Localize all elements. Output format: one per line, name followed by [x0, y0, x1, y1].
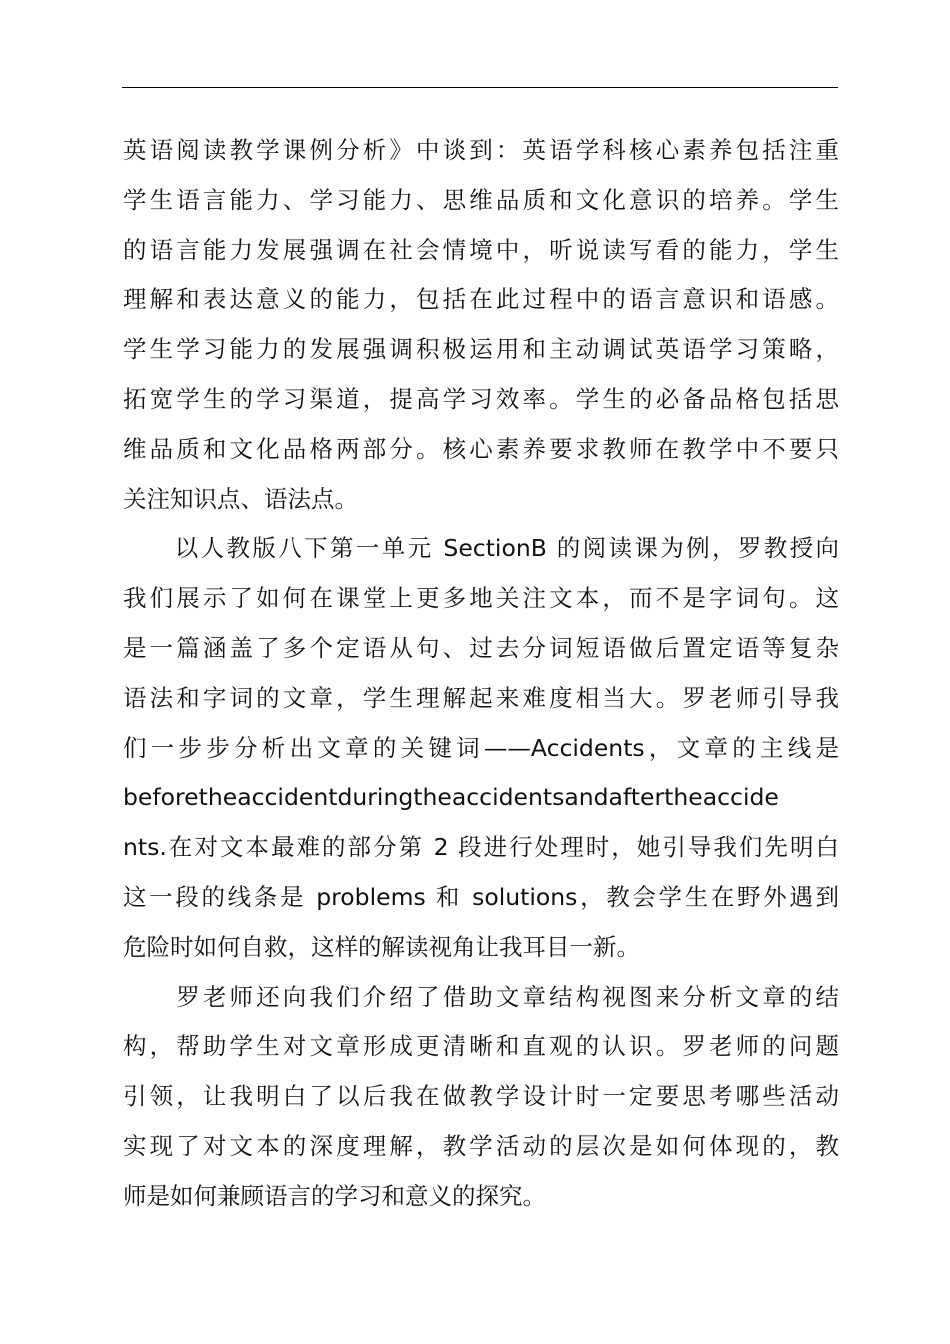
text-line: 师是如何兼顾语言的学习和意义的探究。 [123, 1181, 546, 1210]
text-line: 维品质和文化品格两部分。核心素养要求教师在教学中不要只 [123, 434, 839, 463]
text-line: 引领，让我明白了以后我在做教学设计时一定要思考哪些活动 [123, 1082, 839, 1111]
text-line: nts.在对文本最难的部分第 2 段进行处理时，她引导我们先明白 [123, 833, 839, 862]
text-line: beforetheaccidentduringtheaccidentsandaftertheaccide [123, 783, 779, 812]
paragraph-2 [123, 524, 839, 972]
text-line: 以人教版八下第一单元 SectionB 的阅读课为例，罗教授向 [123, 534, 839, 563]
text-line: 理解和表达意义的能力，包括在此过程中的语言意识和语感。 [123, 285, 839, 314]
header-rule [122, 87, 838, 88]
text-line: 的语言能力发展强调在社会情境中，听说读写看的能力，学生 [123, 235, 839, 264]
text-line: 是一篇涵盖了多个定语从句、过去分词短语做后置定语等复杂 [123, 633, 839, 662]
text-line: 们一步步分析出文章的关键词——Accidents，文章的主线是 [123, 733, 839, 762]
text-line: 我们展示了如何在课堂上更多地关注文本，而不是字词句。这 [123, 584, 839, 613]
text-line: 拓宽学生的学习渠道，提高学习效率。学生的必备品格包括思 [123, 384, 839, 413]
paragraph-1 [123, 126, 839, 524]
text-line: 学生学习能力的发展强调积极运用和主动调试英语学习策略， [123, 335, 839, 364]
text-line: 实现了对文本的深度理解，教学活动的层次是如何体现的，教 [123, 1131, 839, 1160]
text-line: 语法和字词的文章，学生理解起来难度相当大。罗老师引导我 [123, 683, 839, 712]
text-line: 罗老师还向我们介绍了借助文章结构视图来分析文章的结 [123, 982, 839, 1011]
text-line: 危险时如何自救，这样的解读视角让我耳目一新。 [123, 932, 640, 961]
text-line: 英语阅读教学课例分析》中谈到：英语学科核心素养包括注重 [123, 136, 839, 164]
text-line: 构，帮助学生对文章形成更清晰和直观的认识。罗老师的问题 [123, 1032, 839, 1061]
body-text [123, 126, 839, 1222]
text-line: 这一段的线条是 problems 和 solutions，教会学生在野外遇到 [123, 882, 839, 911]
text-line: 学生语言能力、学习能力、思维品质和文化意识的培养。学生 [123, 185, 839, 214]
text-line: 关注知识点、语法点。 [123, 484, 358, 513]
paragraph-3 [123, 973, 839, 1222]
